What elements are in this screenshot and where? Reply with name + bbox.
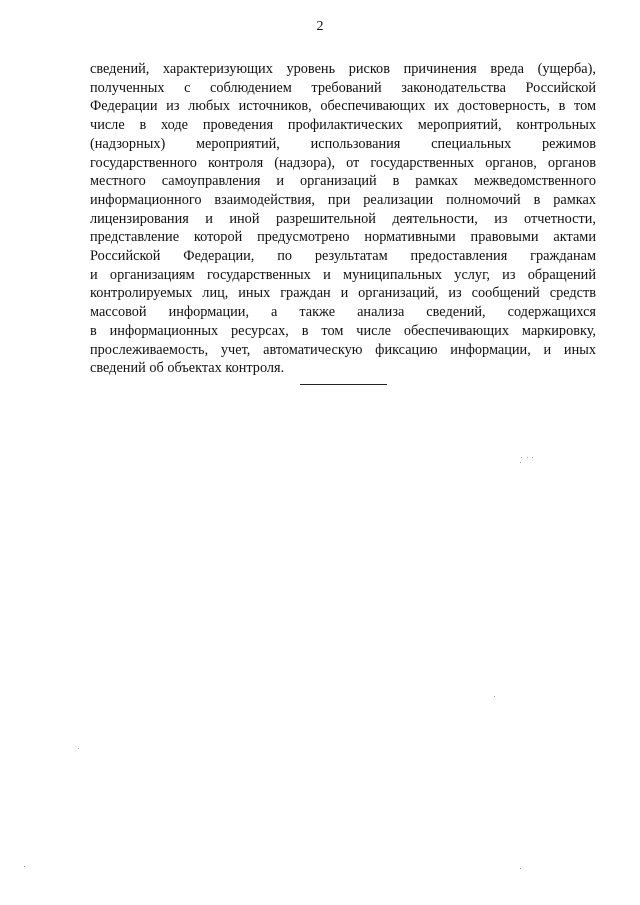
scan-speck (24, 866, 25, 867)
scan-speck (521, 457, 522, 458)
text-line: и организациям государственных и муниципальных услуг, из обращений (90, 266, 596, 283)
text-line: Российской Федерации, по результатам предоставления гражданам (90, 248, 596, 265)
scan-speck (494, 696, 495, 697)
text-line: полученных с соблюдением требований законодательства Российской (90, 79, 596, 96)
scan-speck (78, 748, 79, 749)
text-line: сведений об объектах контроля. (90, 360, 285, 377)
text-line: сведений, характеризующих уровень рисков причинения вреда (ущерба), (90, 61, 596, 77)
text-line: местного самоуправления и организаций в рамках межведомственного (90, 173, 596, 190)
text-line: числе в ходе проведения профилактических мероприятий, контрольных (90, 117, 596, 134)
text-line: лицензирования и иной разрешительной деятельности, из отчетности, (90, 210, 596, 227)
end-separator-line (300, 384, 387, 385)
scan-speck (520, 462, 521, 463)
scan-speck (532, 457, 533, 458)
page-number: 2 (316, 19, 324, 34)
scan-speck (520, 868, 521, 869)
text-line: информационного взаимодействия, при реализации полномочий в рамках (90, 191, 596, 208)
scan-speck (527, 457, 528, 458)
text-line: контролируемых лиц, иных граждан и организаций, из сообщений средств (90, 285, 596, 302)
text-line: Федерации из любых источников, обеспечивающих их достоверность, в том (90, 98, 596, 115)
text-line: в информационных ресурсах, в том числе обеспечивающих маркировку, (90, 322, 596, 339)
text-line: прослеживаемость, учет, автоматическую фиксацию информации, и иных (90, 341, 596, 358)
body-paragraph (90, 60, 596, 378)
text-line: (надзорных) мероприятий, использования специальных режимов (90, 135, 596, 152)
text-line: массовой информации, а также анализа сведений, содержащихся (90, 304, 596, 321)
text-line: представление которой предусмотрено нормативными правовыми актами (90, 229, 596, 246)
text-line: государственного контроля (надзора), от государственных органов, органов (90, 154, 596, 171)
